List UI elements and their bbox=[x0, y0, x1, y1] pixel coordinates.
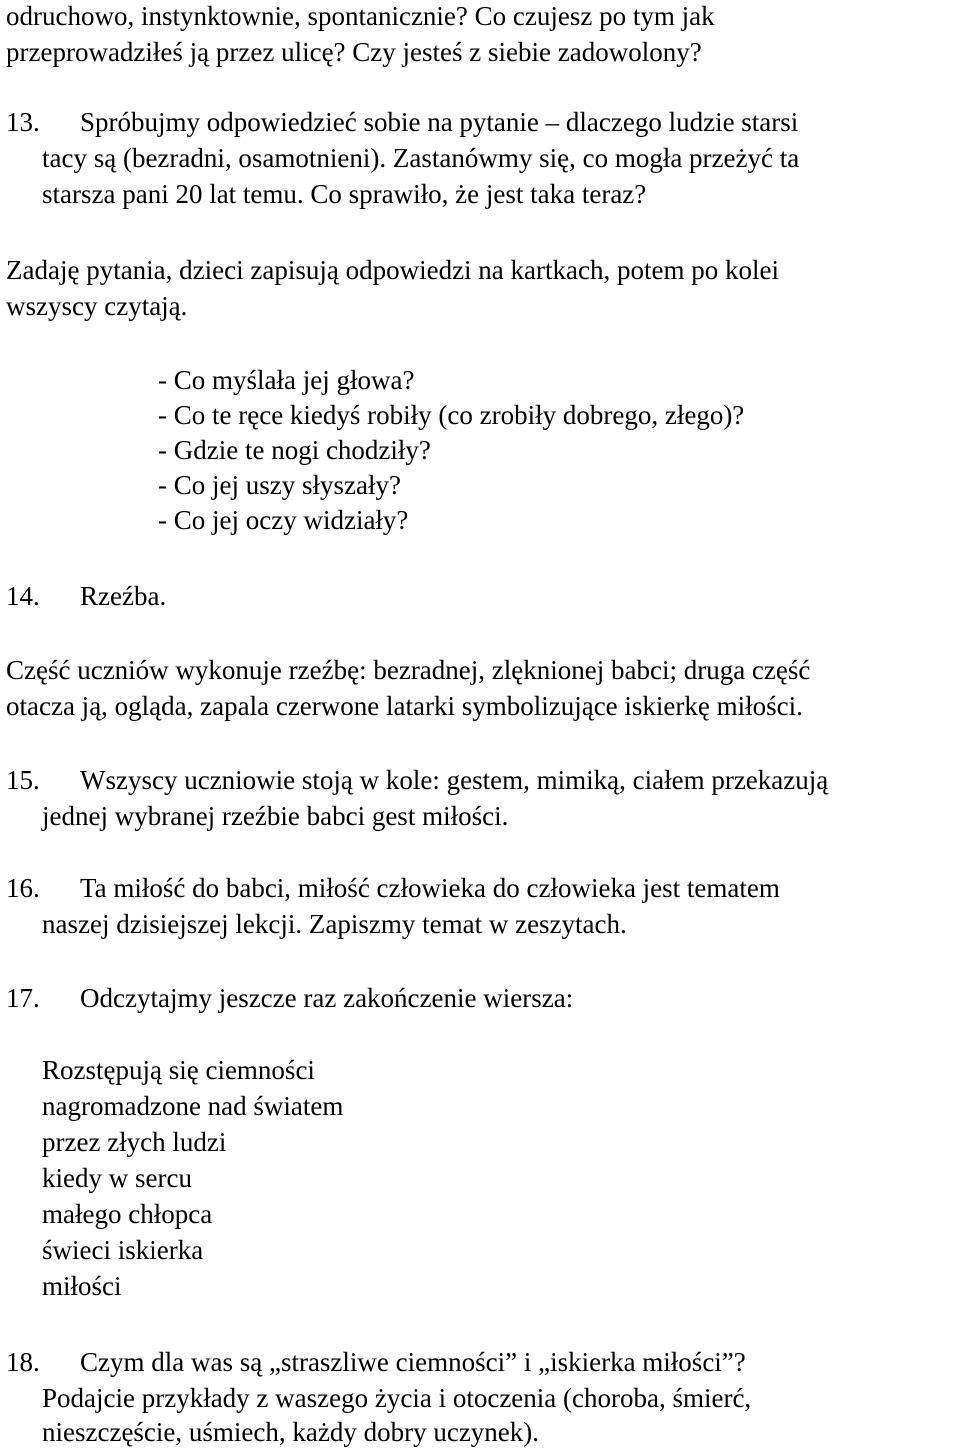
item-15-line-1: Wszyscy uczniowie stoją w kole: gestem, mimiką, ciałem przekazują bbox=[80, 765, 829, 795]
poem-line: Rozstępują się ciemności bbox=[42, 1055, 315, 1085]
poem-line: świeci iskierka bbox=[42, 1235, 204, 1265]
question-item: - Co jej oczy widziały? bbox=[158, 505, 409, 535]
poem-line: miłości bbox=[42, 1271, 122, 1301]
question-item: - Co myślała jej głowa? bbox=[158, 365, 415, 395]
item-18-line-2: Podajcie przykłady z waszego życia i otoczenia (choroba, śmierć, bbox=[42, 1383, 752, 1413]
item-17-line-1: Odczytajmy jeszcze raz zakończenie wiersza: bbox=[80, 983, 574, 1013]
intro-line-1: odruchowo, instynktownie, spontanicznie? Co czujesz po tym jak bbox=[6, 1, 715, 31]
intro-line-2: przeprowadziłeś ją przez ulicę? Czy jesteś z siebie zadowolony? bbox=[6, 37, 702, 67]
instruction-line-1: Zadaję pytania, dzieci zapisują odpowiedzi na kartkach, potem po kolei bbox=[6, 255, 779, 285]
question-item: - Co jej uszy słyszały? bbox=[158, 470, 401, 500]
item-13-line-3: starsza pani 20 lat temu. Co sprawiło, że jest taka teraz? bbox=[42, 179, 647, 209]
item-15-line-2: jednej wybranej rzeźbie babci gest miłości. bbox=[42, 801, 509, 831]
item-13-line-1: Spróbujmy odpowiedzieć sobie na pytanie – dlaczego ludzie starsi bbox=[80, 107, 799, 137]
item-18-number: 18. bbox=[6, 1347, 40, 1377]
item-16-line-1: Ta miłość do babci, miłość człowieka do człowieka jest tematem bbox=[80, 873, 780, 903]
item-16-line-2: naszej dzisiejszej lekcji. Zapiszmy temat w zeszytach. bbox=[42, 909, 627, 939]
item-18-line-3: nieszczęście, uśmiech, każdy dobry uczynek). bbox=[42, 1417, 540, 1447]
sculpture-line-2: otacza ją, ogląda, zapala czerwone latarki symbolizujące iskierkę miłości. bbox=[6, 691, 803, 721]
instruction-line-2: wszyscy czytają. bbox=[6, 291, 188, 321]
poem-line: kiedy w sercu bbox=[42, 1163, 192, 1193]
item-14-number: 14. bbox=[6, 581, 40, 611]
item-16-number: 16. bbox=[6, 873, 40, 903]
sculpture-line-1: Część uczniów wykonuje rzeźbę: bezradnej, zlęknionej babci; druga część bbox=[6, 655, 811, 685]
question-item: - Co te ręce kiedyś robiły (co zrobiły dobrego, złego)? bbox=[158, 400, 745, 430]
poem-line: nagromadzone nad światem bbox=[42, 1091, 344, 1121]
poem-line: przez złych ludzi bbox=[42, 1127, 227, 1157]
item-17-number: 17. bbox=[6, 983, 40, 1013]
item-13-line-2: tacy są (bezradni, osamotnieni). Zastanówmy się, co mogła przeżyć ta bbox=[42, 143, 800, 173]
item-13-number: 13. bbox=[6, 107, 40, 137]
question-item: - Gdzie te nogi chodziły? bbox=[158, 435, 431, 465]
item-14-title: Rzeźba. bbox=[80, 581, 167, 611]
item-15-number: 15. bbox=[6, 765, 40, 795]
item-18-line-1: Czym dla was są „straszliwe ciemności” i „iskierka miłości”? bbox=[80, 1347, 746, 1377]
poem-line: małego chłopca bbox=[42, 1199, 213, 1229]
